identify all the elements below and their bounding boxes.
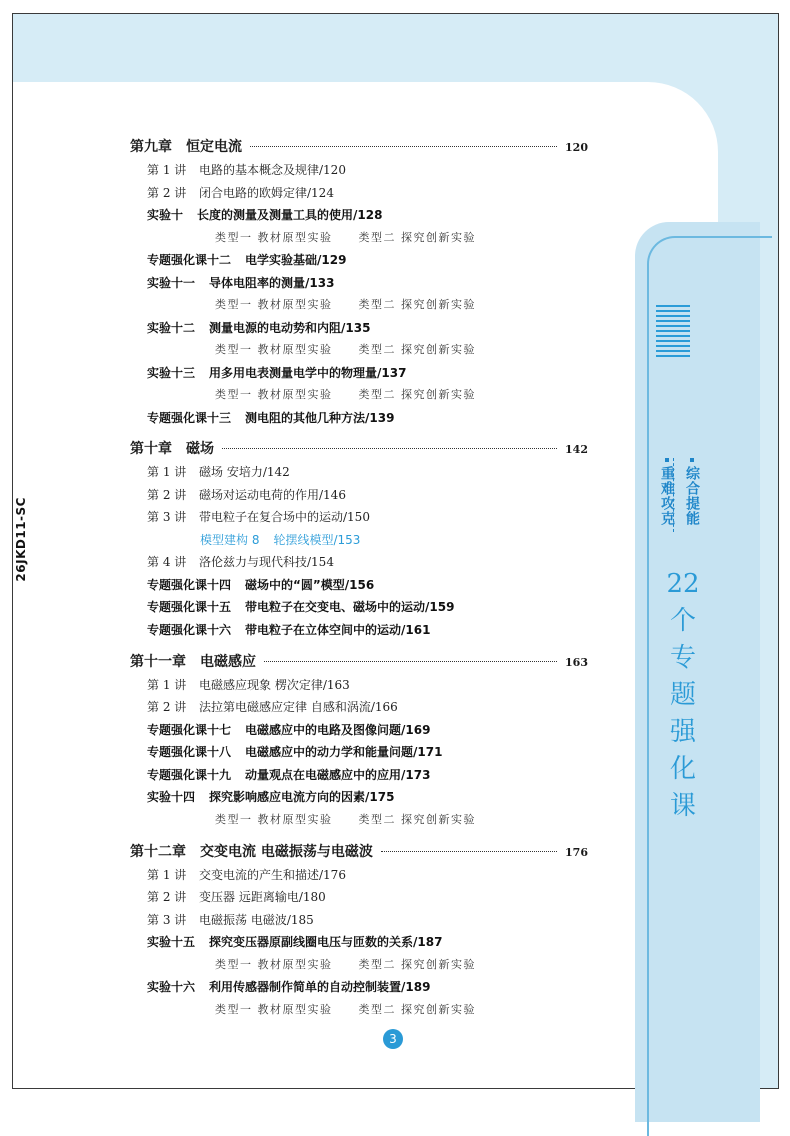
toc-entry[interactable]: 实验十 长度的测量及测量工具的使用/128	[147, 208, 383, 222]
toc-entry[interactable]: 专题强化课十八 电磁感应中的动力学和能量问题/171	[147, 745, 443, 759]
toc-entry[interactable]: 专题强化课十九 动量观点在电磁感应中的应用/173	[147, 768, 431, 782]
type-line: 类型一 教材原型实验 类型二 探究创新实验	[215, 231, 476, 244]
dot-leader	[250, 146, 557, 147]
toc-entry[interactable]: 第 3 讲 电磁振荡 电磁波/185	[147, 913, 314, 927]
chapter-heading[interactable]: 第九章 恒定电流 120	[130, 139, 588, 155]
toc-entry[interactable]: 第 3 讲 带电粒子在复合场中的运动/150	[147, 510, 370, 524]
toc-entry[interactable]: 实验十二 测量电源的电动势和内阻/135	[147, 321, 371, 335]
toc-entry[interactable]: 第 1 讲 电磁感应现象 楞次定律/163	[147, 678, 350, 692]
stripes-decoration	[656, 305, 690, 360]
toc-entry[interactable]: 专题强化课十五 带电粒子在交变电、磁场中的运动/159	[147, 600, 455, 614]
type-line: 类型一 教材原型实验 类型二 探究创新实验	[215, 958, 476, 971]
spine-code: 26JKD11-SC	[14, 497, 28, 582]
type-line: 类型一 教材原型实验 类型二 探究创新实验	[215, 343, 476, 356]
toc-entry[interactable]: 第 1 讲 电路的基本概念及规律/120	[147, 163, 346, 177]
side-tag-comprehensive: 综合提能	[682, 458, 702, 526]
chapter-heading[interactable]: 第十一章 电磁感应 163	[130, 654, 588, 670]
toc-entry[interactable]: 专题强化课十六 带电粒子在立体空间中的运动/161	[147, 623, 431, 637]
tag-dot-icon	[665, 458, 669, 462]
toc-entry[interactable]: 第 2 讲 磁场对运动电荷的作用/146	[147, 488, 346, 502]
dot-leader	[222, 448, 557, 449]
toc-entry[interactable]: 实验十六 利用传感器制作简单的自动控制装置/189	[147, 980, 431, 994]
side-big-title: 22 个 专 题 强 化 课	[666, 569, 700, 821]
page-number-badge: 3	[383, 1029, 403, 1049]
type-line: 类型一 教材原型实验 类型二 探究创新实验	[215, 1003, 476, 1016]
chapter-heading[interactable]: 第十章 磁场 142	[130, 441, 588, 457]
chapter-heading[interactable]: 第十二章 交变电流 电磁振荡与电磁波 176	[130, 844, 588, 860]
toc-entry[interactable]: 第 2 讲 变压器 远距离输电/180	[147, 890, 326, 904]
toc-entry[interactable]: 专题强化课十七 电磁感应中的电路及图像问题/169	[147, 723, 431, 737]
toc-entry[interactable]: 实验十一 导体电阻率的测量/133	[147, 276, 335, 290]
toc-entry[interactable]: 第 4 讲 洛伦兹力与现代科技/154	[147, 555, 334, 569]
toc-entry[interactable]: 实验十三 用多用电表测量电学中的物理量/137	[147, 366, 407, 380]
toc-entry[interactable]: 第 2 讲 闭合电路的欧姆定律/124	[147, 186, 334, 200]
toc-entry[interactable]: 实验十四 探究影响感应电流方向的因素/175	[147, 790, 395, 804]
toc-entry[interactable]: 专题强化课十三 测电阻的其他几种方法/139	[147, 411, 395, 425]
toc-entry[interactable]: 第 2 讲 法拉第电磁感应定律 自感和涡流/166	[147, 700, 398, 714]
dot-leader	[264, 661, 557, 662]
tag-dot-icon	[690, 458, 694, 462]
dot-leader	[381, 851, 557, 852]
toc-entry[interactable]: 专题强化课十二 电学实验基础/129	[147, 253, 347, 267]
toc-entry[interactable]: 第 1 讲 交变电流的产生和描述/176	[147, 868, 346, 882]
toc-entry[interactable]: 实验十五 探究变压器原副线圈电压与匝数的关系/187	[147, 935, 443, 949]
type-line: 类型一 教材原型实验 类型二 探究创新实验	[215, 298, 476, 311]
type-line: 类型一 教材原型实验 类型二 探究创新实验	[215, 813, 476, 826]
side-tag-difficulty: 重难攻克	[657, 458, 677, 526]
model-entry[interactable]: 模型建构 8 轮摆线模型/153	[200, 533, 361, 547]
toc-entry[interactable]: 第 1 讲 磁场 安培力/142	[147, 465, 290, 479]
toc-entry[interactable]: 专题强化课十四 磁场中的“圆”模型/156	[147, 578, 375, 592]
type-line: 类型一 教材原型实验 类型二 探究创新实验	[215, 388, 476, 401]
